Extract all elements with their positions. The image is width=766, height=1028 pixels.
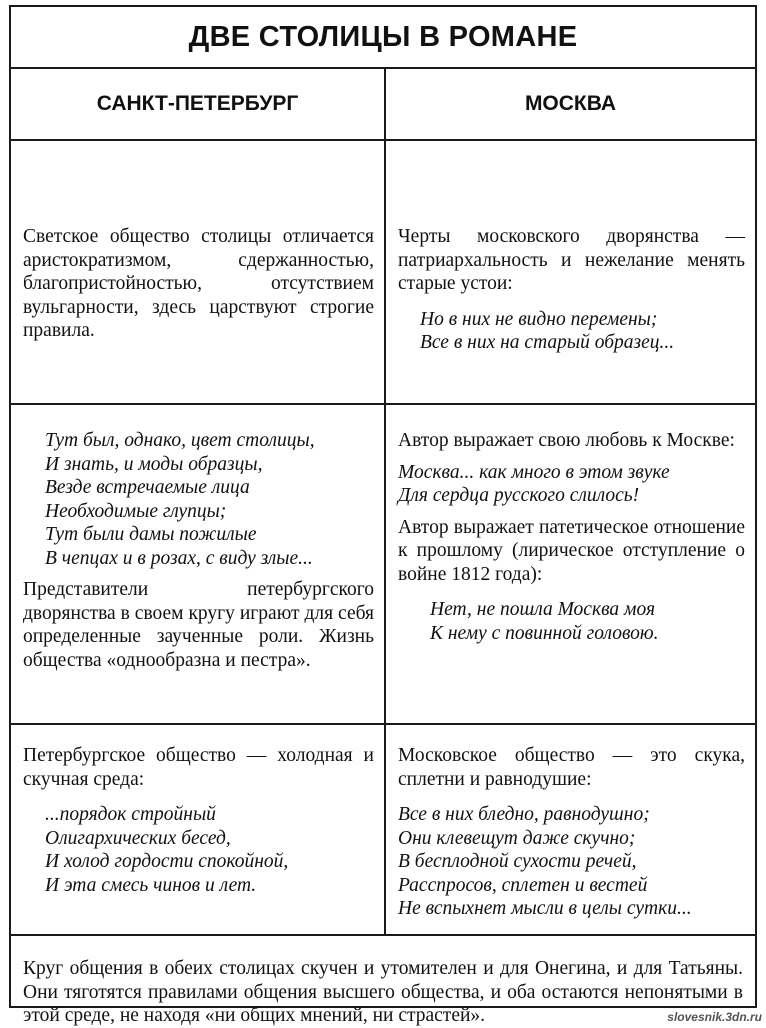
verse-line: И знать, и моды образцы, <box>45 453 263 475</box>
page-title: ДВЕ СТОЛИЦЫ В РОМАНЕ <box>11 7 755 69</box>
cell-text: Представители петербургского дворянства в своем кругу играют для себя определенные заученные роли. Жизнь общества «однообразна и пестра». <box>23 579 374 671</box>
petersburg-cell-2 <box>11 405 386 723</box>
cell-text: Черты московского дворянства — патриархальность и нежелание менять старые устои: <box>398 226 745 294</box>
verse-line: ...порядок стройный <box>45 804 216 825</box>
cell-text: Московское общество — это скука, сплетни и равнодушие: <box>398 745 745 790</box>
verse-line: И холод гордости спокойной, <box>45 851 289 872</box>
verse-line: Все в них на старый образец... <box>420 332 675 353</box>
cell-text: Автор выражает патетическое отношение к прошлому (лирическое отступление о войне 1812 года): <box>398 516 745 585</box>
verse-line: Для сердца русского слилось! <box>398 485 640 506</box>
verse-line: Но в них не видно перемены; <box>420 308 658 330</box>
verse-line: Тут были дамы пожилые <box>45 524 257 545</box>
table-row <box>11 405 755 725</box>
cell-text: Автор выражает свою любовь к Москве: <box>398 430 735 451</box>
verse-line: Все в них бледно, равнодушно; <box>398 804 650 825</box>
cell-text: Петербургское общество — холодная и скучная среда: <box>23 745 374 790</box>
verse-line: Они клевещут даже скучно; <box>398 827 636 849</box>
header-row <box>11 69 755 141</box>
verse-line: Тут был, однако, цвет столицы, <box>45 430 315 451</box>
quote-verse <box>398 308 745 355</box>
table-row <box>11 141 755 405</box>
moscow-cell-2 <box>386 405 755 723</box>
petersburg-cell-3 <box>11 725 386 934</box>
cell-text: Светское общество столицы отличается аристократизмом, сдержанностью, благопристойностью, отсутствием вульгарности, здесь царствуют строгие правила. <box>23 226 374 341</box>
quote-verse <box>398 598 745 645</box>
quote-verse <box>398 803 745 921</box>
verse-line: Москва... как много в этом звуке <box>398 461 670 483</box>
verse-line: В чепцах и в розах, с виду злые... <box>45 547 313 569</box>
verse-line: В бесплодной сухости речей, <box>398 851 637 872</box>
header-moscow: МОСКВА <box>524 92 617 115</box>
verse-line: К нему с повинной головою. <box>430 622 659 644</box>
quote-verse <box>23 429 374 570</box>
verse-line: Нет, не пошла Москва моя <box>430 599 656 620</box>
verse-line: Везде встречаемые лица <box>45 477 250 498</box>
petersburg-cell-1 <box>11 141 386 403</box>
verse-line: Олигархических бесед, <box>45 827 231 849</box>
verse-line: И эта смесь чинов и лет. <box>45 874 257 896</box>
moscow-cell-1 <box>386 141 755 403</box>
watermark: slovesnik.3dn.ru <box>667 1010 762 1024</box>
moscow-cell-3 <box>386 725 755 934</box>
verse-line: Не вспыхнет мысли в целы сутки... <box>398 898 692 919</box>
conclusion-text: Круг общения в обеих столицах скучен и утомителен и для Онегина, и для Татьяны. Они тяготятся правилами общения высшего общества, и оба остаются непонятыми в этой среде, не находя «ни общих мнений, ни страстей». <box>23 958 743 1026</box>
header-saint-petersburg: САНКТ-ПЕТЕРБУРГ <box>11 69 386 139</box>
verse-line: Расспросов, сплетен и вестей <box>398 874 648 896</box>
table-row <box>11 725 755 936</box>
quote-verse <box>23 803 374 897</box>
quote-verse <box>398 461 745 508</box>
verse-line: Необходимые глупцы; <box>45 500 227 522</box>
